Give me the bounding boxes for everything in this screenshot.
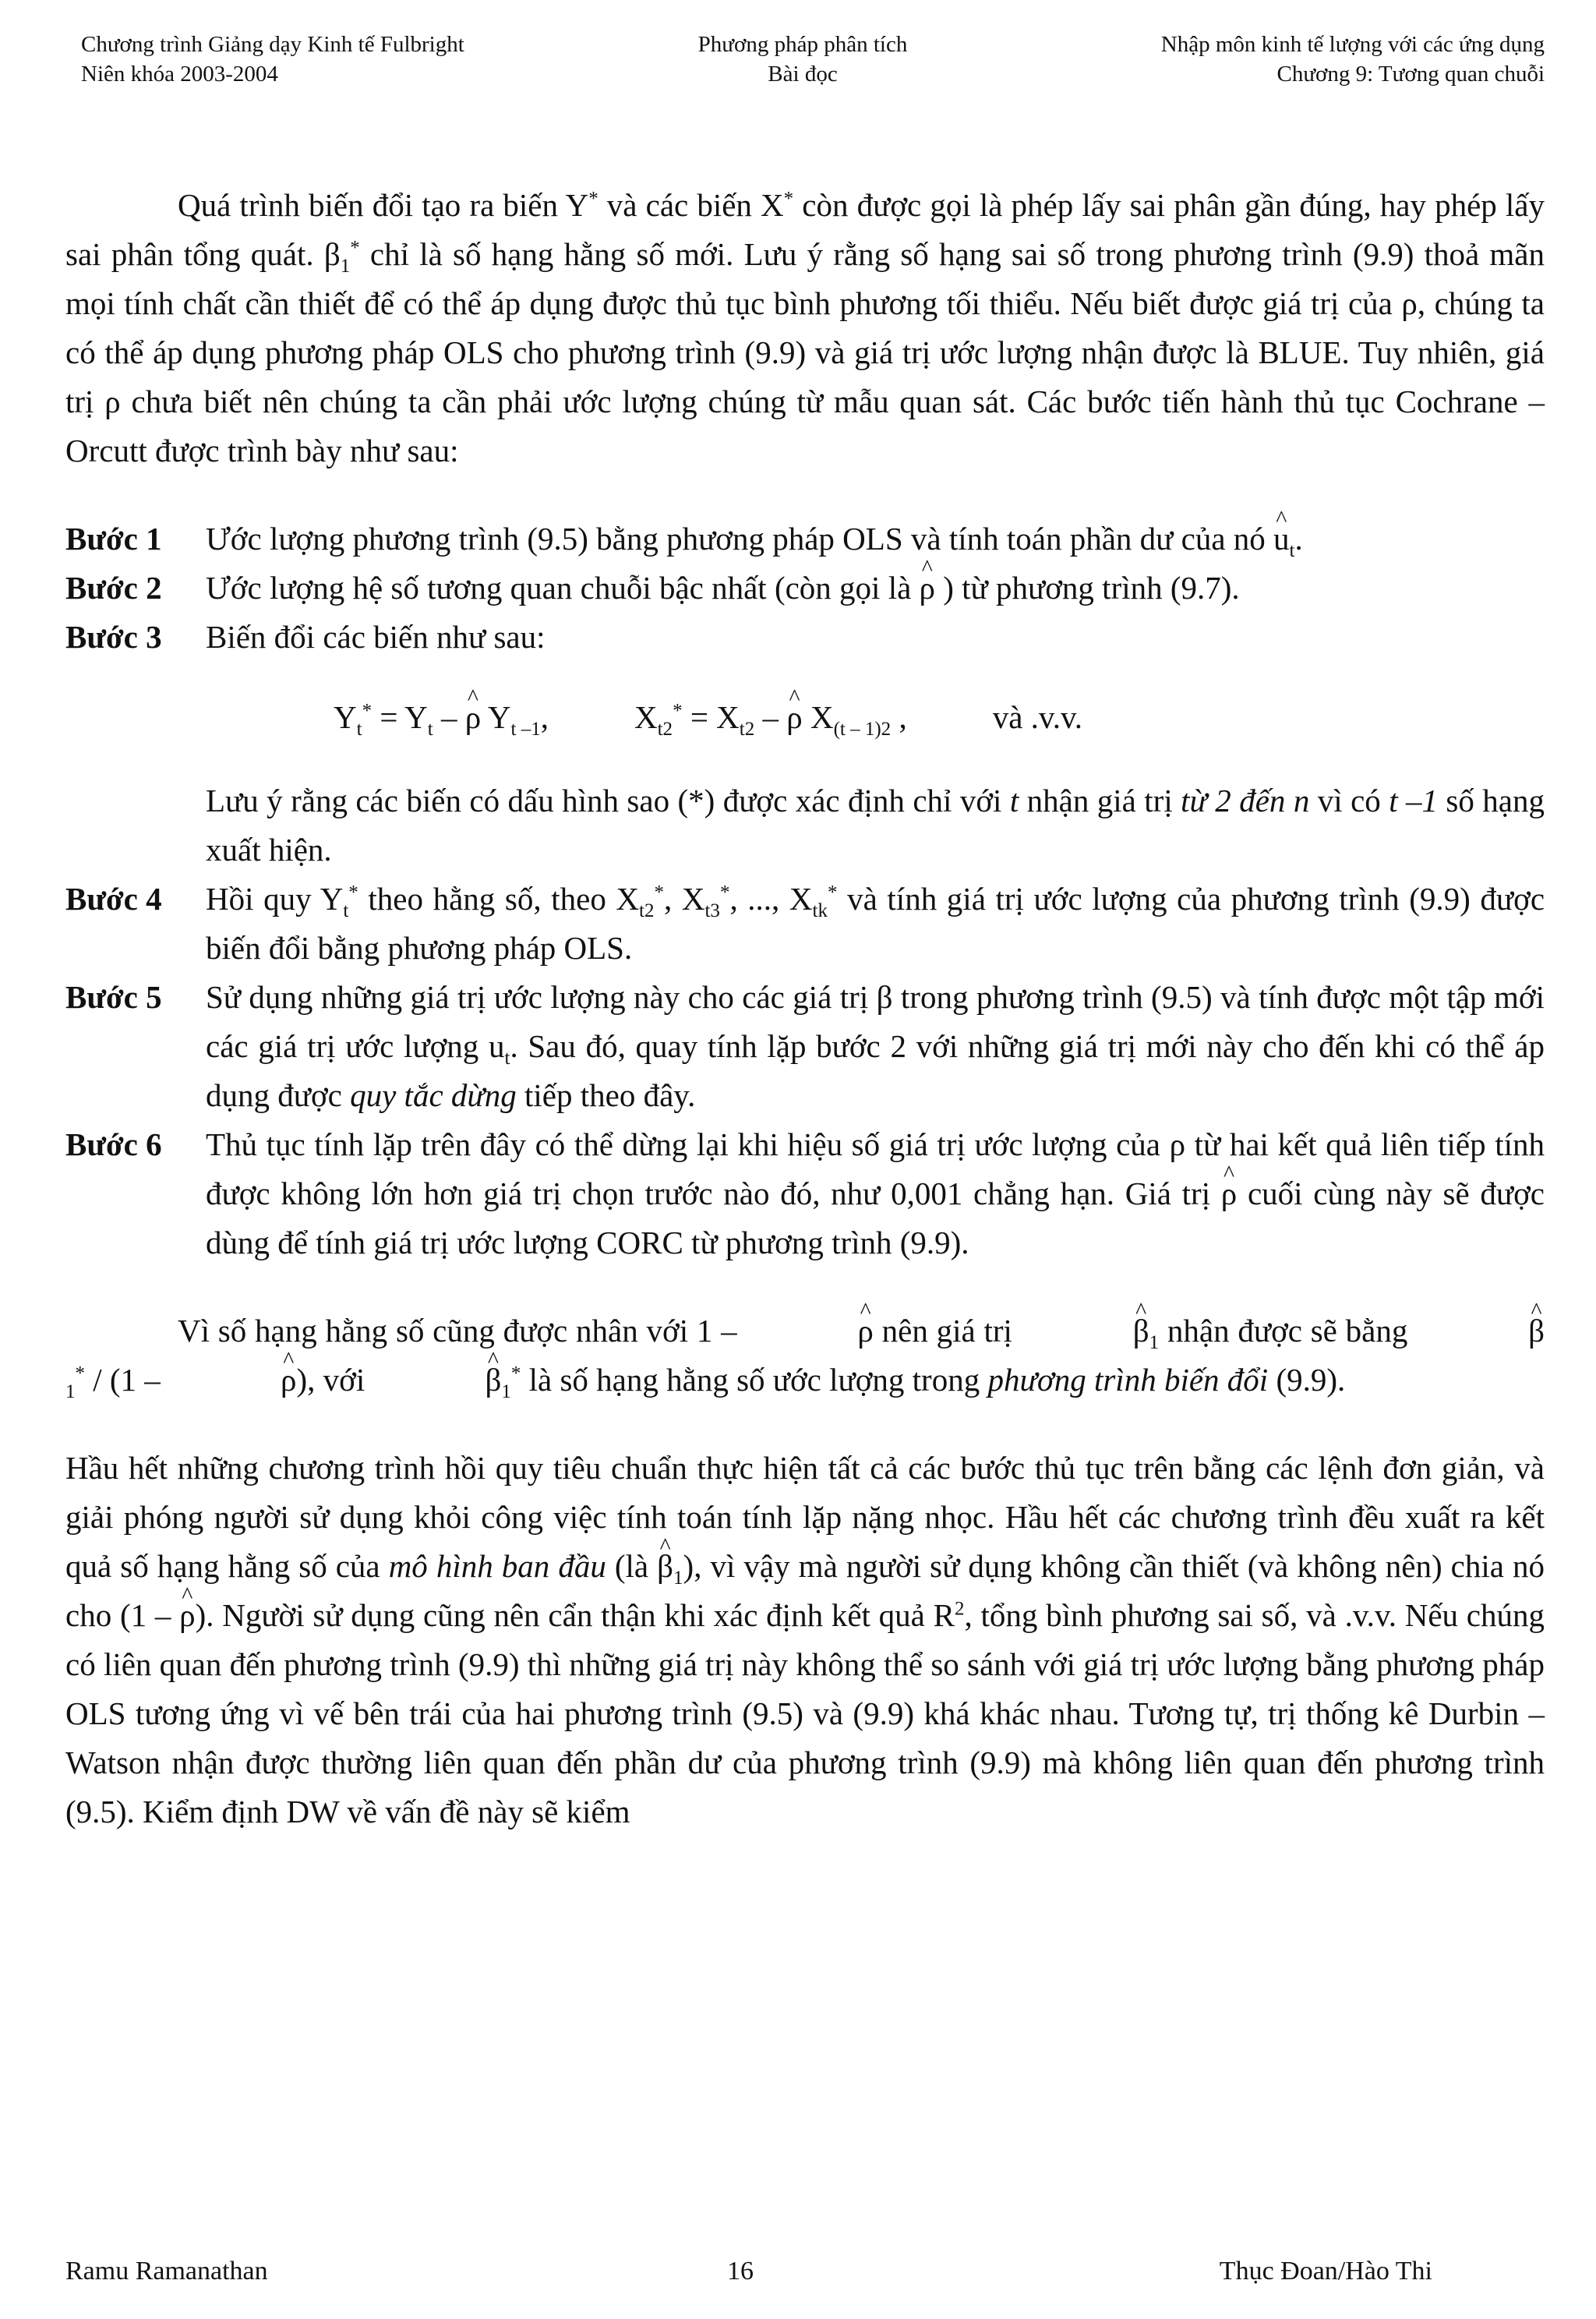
- step-label: Bước 1: [65, 521, 162, 557]
- header-course: Phương pháp phân tích: [697, 32, 908, 57]
- header-right: [1161, 30, 1545, 89]
- step-label: Bước 6: [65, 1126, 162, 1162]
- header-chapter: Chương 9: Tương quan chuỗi: [1276, 62, 1545, 87]
- page-number: 16: [727, 2257, 754, 2285]
- document-body: [65, 181, 1545, 1836]
- footer-translators: Thục Đoan/Hào Thi: [1219, 2257, 1432, 2285]
- step-3: Bước 3 Biến đổi các biến như sau:: [65, 613, 1545, 662]
- step-4: Bước 4 Hồi quy $Y_t^*$ theo hằng số, theo $X_{t2}^*$, $X_{t3}^*$, ..., $X_{tk}^*$ và tính giá trị ước lượng của phương trình (9.9) được biến đổi bằng phương pháp OLS.: [65, 875, 1545, 973]
- step-label: Bước 2: [65, 570, 162, 606]
- header-program: Chương trình Giảng dạy Kinh tế Fulbright: [81, 32, 464, 57]
- paragraph-constant: Vì số hạng hằng số cũng được nhân với 1 – ^ ρ nên giá trị ^ $\beta_1$ nhận được sẽ bằng ^ $\beta_1^* / (1$ – ^ ρ), với ^ $\beta_1^*$ là số hạng hằng số ước lượng trong phương trình biến đổi (9.9).: [65, 1306, 1545, 1405]
- paragraph-software: Hầu hết những chương trình hồi quy tiêu chuẩn thực hiện tất cả các bước thủ tục trên bằng các lệnh đơn giản, và giải phóng người sử dụng khỏi công việc tính toán tính lặp nặng nhọc. Hầu hết các chương trình đều xuất ra kết quả số hạng hằng số của mô hình ban đầu (là ^ $\beta_1$), vì vậy mà người sử dụng không cần thiết (và không nên) chia nó cho (1 – ^ ρ). Người sử dụng cũng nên cẩn thận khi xác định kết quả $R^2$, tổng bình phương sai số, và .v.v. Nếu chúng có liên quan đến phương trình (9.9) thì những giá trị này không thể so sánh với giá trị ước lượng bằng phương pháp OLS tương ứng vì vế bên trái của hai phương trình (9.5) và (9.9) khá khác nhau. Tương tự, trị thống kê Durbin – Watson nhận được thường liên quan đến phần dư của phương trình (9.9) mà không liên quan đến phương trình (9.5). Kiểm định DW về vấn đề này sẽ kiểm: [65, 1444, 1545, 1836]
- step-1: Bước 1 Ước lượng phương trình (9.5) bằng phương pháp OLS và tính toán phần dư của nó ^ $u_t$.: [65, 514, 1545, 564]
- header-left: [81, 30, 464, 89]
- step-label: Bước 5: [65, 979, 162, 1015]
- paragraph-intro: Quá trình biến đổi tạo ra biến Y* và các biến X* còn được gọi là phép lấy sai phân gần đúng, hay phép lấy sai phân tổng quát. $\beta_1^*$ chỉ là số hạng hằng số mới. Lưu ý rằng số hạng sai số trong phương trình (9.9) thoả mãn mọi tính chất cần thiết để có thể áp dụng được thủ tục bình phương tối thiểu. Nếu biết được giá trị của ρ, chúng ta có thể áp dụng phương pháp OLS cho phương trình (9.9) và giá trị ước lượng nhận được là BLUE. Tuy nhiên, giá trị ρ chưa biết nên chúng ta cần phải ước lượng chúng từ mẫu quan sát. Các bước tiến hành thủ tục Cochrane – Orcutt được trình bày như sau:: [65, 187, 1545, 468]
- step-6: Bước 6 Thủ tục tính lặp trên đây có thể dừng lại khi hiệu số giá trị ước lượng của ρ từ hai kết quả liên tiếp tính được không lớn hơn giá trị chọn trước nào đó, như 0,001 chẳng hạn. Giá trị ^ ρ cuối cùng này sẽ được dùng để tính giá trị ước lượng CORC từ phương trình (9.9).: [65, 1120, 1545, 1267]
- step-label: Bước 3: [65, 619, 162, 655]
- header-doctype: Bài đọc: [768, 62, 838, 87]
- footer-author: Ramu Ramanathan: [65, 2257, 268, 2285]
- header-book: Nhập môn kinh tế lượng với các ứng dụng: [1160, 32, 1545, 57]
- step-label: Bước 4: [65, 881, 162, 917]
- step-5: Bước 5 Sử dụng những giá trị ước lượng này cho các giá trị β trong phương trình (9.5) và tính được một tập mới các giá trị ước lượng $u_t$. Sau đó, quay tính lặp bước 2 với những giá trị mới này cho đến khi có thể áp dụng được quy tắc dừng tiếp theo đây.: [65, 973, 1545, 1120]
- header-year: Niên khóa 2003-2004: [81, 62, 278, 87]
- step-3-note: Lưu ý rằng các biến có dấu hình sao (*) được xác định chỉ với t nhận giá trị từ 2 đến n vì có t –1 số hạng xuất hiện.: [206, 783, 1545, 868]
- transformation-formula: $Y_t^* = Y_t$ – ^ ρ $Y_{t -1}$, $X_{t2}^* = X_{t2}$ – ^ ρ $X_{(t - 1)2}$ , và .v.v.: [65, 693, 1545, 742]
- header-center: [686, 30, 920, 89]
- step-2: Bước 2 Ước lượng hệ số tương quan chuỗi bậc nhất (còn gọi là ^ ρ ) từ phương trình (9.7).: [65, 564, 1545, 613]
